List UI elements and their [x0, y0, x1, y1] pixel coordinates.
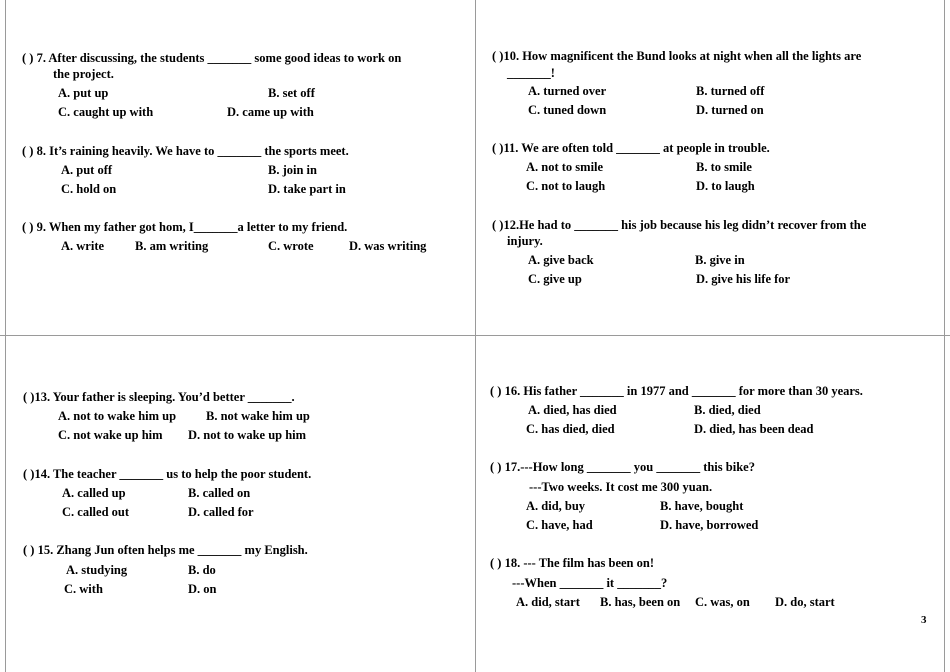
question-stem-continued: the project.: [53, 67, 114, 81]
option-c: C. not to laugh: [526, 179, 606, 193]
option-d: D. died, has been dead: [694, 422, 814, 436]
vertical-divider: [475, 0, 476, 672]
option-b: B. do: [188, 563, 216, 577]
question-stem-continued: ---When _______ it _______?: [512, 576, 668, 590]
option-b: B. not wake him up: [206, 409, 310, 423]
question-stem: ( )14. The teacher _______ us to help the poor student.: [23, 467, 312, 481]
question-stem: ( ) 8. It’s raining heavily. We have to _______ the sports meet.: [22, 144, 349, 158]
question-stem: ( ) 18. --- The film has been on!: [490, 556, 655, 570]
option-b: B. have, bought: [660, 499, 744, 513]
option-c: C. caught up with: [58, 105, 154, 119]
option-b: B. has, been on: [600, 595, 681, 609]
option-a: A. did, buy: [526, 499, 586, 513]
question-stem: ( )11. We are often told _______ at people in trouble.: [492, 141, 770, 155]
option-d: D. take part in: [268, 182, 346, 196]
option-c: C. was, on: [695, 595, 750, 609]
question-stem-continued: _______!: [507, 66, 555, 80]
question-stem: ( ) 7. After discussing, the students _______ some good ideas to work on: [22, 51, 402, 65]
option-a: A. turned over: [528, 84, 607, 98]
option-a: A. not to smile: [526, 160, 604, 174]
option-d: D. to laugh: [696, 179, 755, 193]
left-edge-line: [5, 0, 6, 672]
option-d: D. not to wake up him: [188, 428, 307, 442]
option-b: B. set off: [268, 86, 315, 100]
option-c: C. not wake up him: [58, 428, 163, 442]
option-b: B. join in: [268, 163, 317, 177]
option-a: A. not to wake him up: [58, 409, 177, 423]
question-stem: ( ) 16. His father _______ in 1977 and _______ for more than 30 years.: [490, 384, 863, 398]
option-a: A. died, has died: [528, 403, 617, 417]
option-b: B. give in: [695, 253, 745, 267]
option-b: B. turned off: [696, 84, 765, 98]
option-a: A. give back: [528, 253, 594, 267]
option-a: A. write: [61, 239, 105, 253]
option-d: D. was writing: [349, 239, 427, 253]
option-d: D. came up with: [227, 105, 314, 119]
option-d: D. turned on: [696, 103, 764, 117]
page-number: 3: [921, 614, 927, 626]
option-c: C. wrote: [268, 239, 314, 253]
option-c: C. tuned down: [528, 103, 607, 117]
option-b: B. to smile: [696, 160, 752, 174]
option-a: A. put up: [58, 86, 109, 100]
question-stem: ( ) 15. Zhang Jun often helps me _______ my English.: [23, 543, 308, 557]
option-d: D. do, start: [775, 595, 835, 609]
option-d: D. on: [188, 582, 217, 596]
option-d: D. have, borrowed: [660, 518, 759, 532]
question-stem: ( )12.He had to _______ his job because his leg didn’t recover from the: [492, 218, 867, 232]
option-b: B. called on: [188, 486, 251, 500]
option-c: C. have, had: [526, 518, 593, 532]
question-stem: ( ) 17.---How long _______ you _______ this bike?: [490, 460, 755, 474]
question-stem: ( )13. Your father is sleeping. You’d better _______.: [23, 390, 295, 404]
question-stem: ( ) 9. When my father got hom, I_______a letter to my friend.: [22, 220, 348, 234]
option-a: A. put off: [61, 163, 113, 177]
right-edge-line: [944, 0, 945, 672]
option-d: D. called for: [188, 505, 254, 519]
question-stem-continued: injury.: [507, 234, 543, 248]
option-a: A. called up: [62, 486, 126, 500]
option-c: C. has died, died: [526, 422, 615, 436]
option-a: A. studying: [66, 563, 128, 577]
option-b: B. died, died: [694, 403, 761, 417]
option-d: D. give his life for: [696, 272, 791, 286]
option-c: C. with: [64, 582, 103, 596]
horizontal-divider: [0, 335, 950, 336]
option-a: A. did, start: [516, 595, 580, 609]
option-c: C. give up: [528, 272, 582, 286]
option-b: B. am writing: [135, 239, 209, 253]
option-c: C. called out: [62, 505, 130, 519]
question-stem: ( )10. How magnificent the Bund looks at night when all the lights are: [492, 49, 862, 63]
option-c: C. hold on: [61, 182, 117, 196]
question-stem-continued: ---Two weeks. It cost me 300 yuan.: [529, 480, 713, 494]
